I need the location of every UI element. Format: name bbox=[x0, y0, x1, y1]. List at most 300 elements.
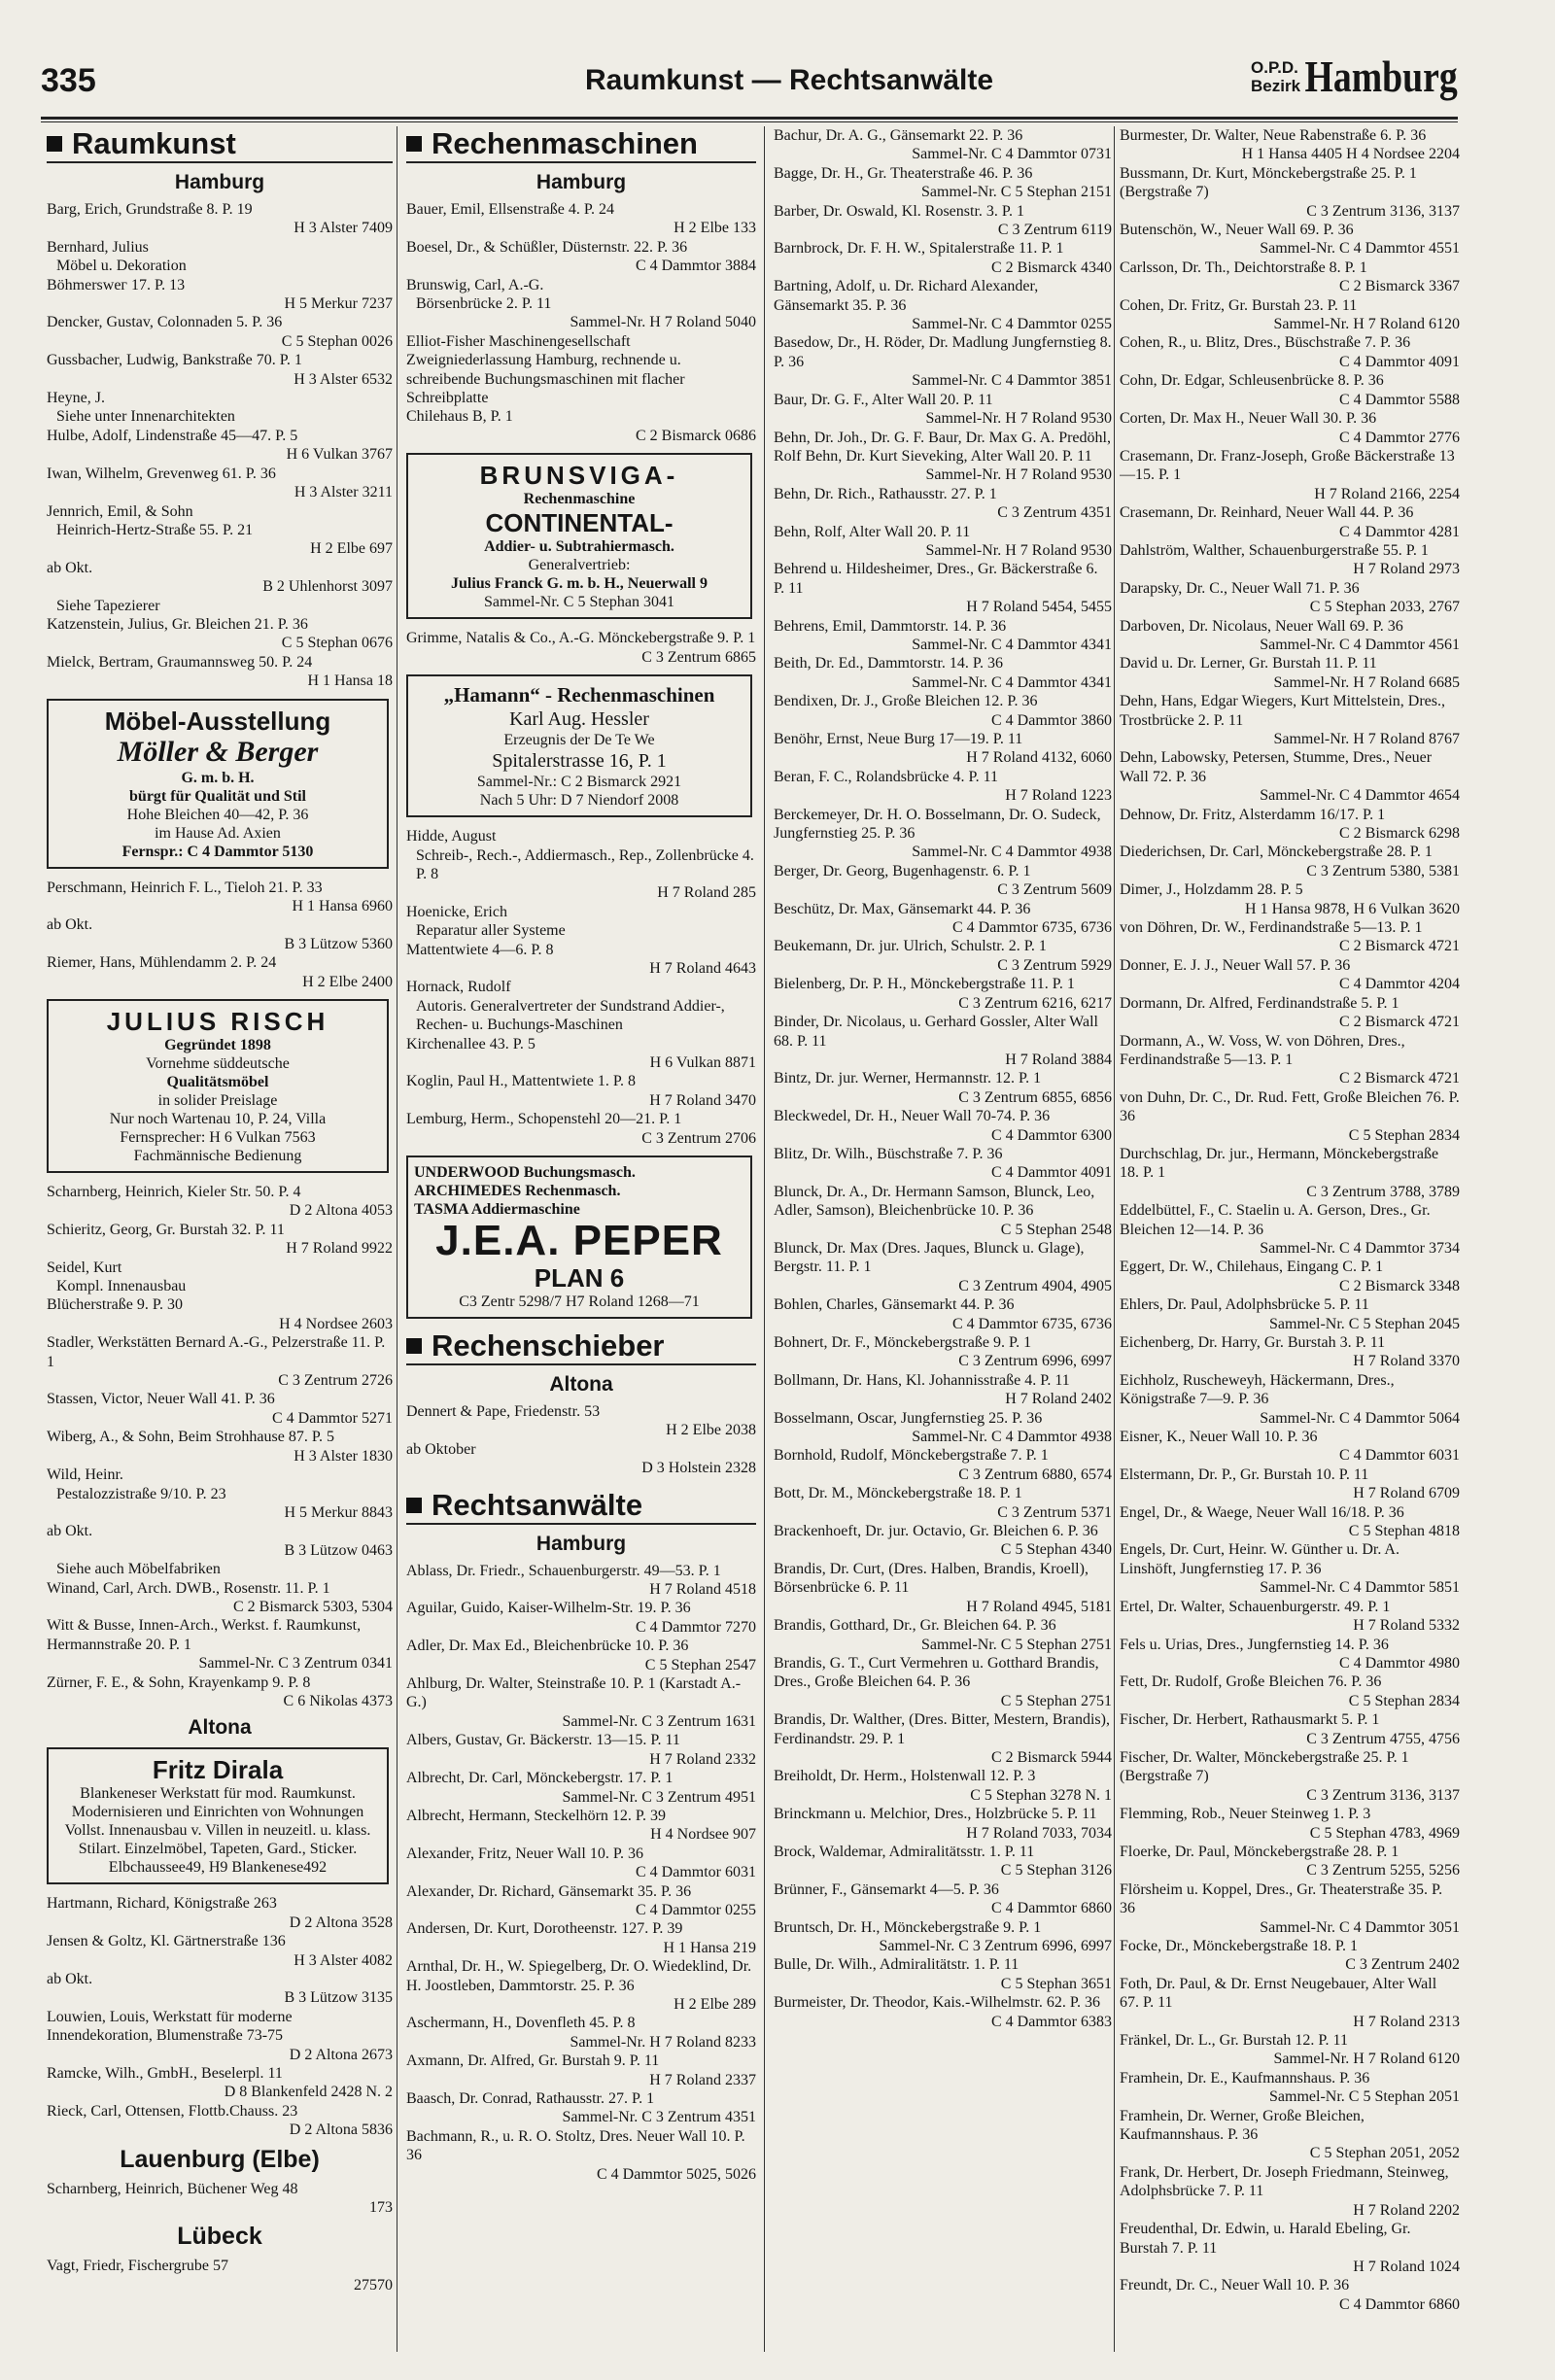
entry-name: Fränkel, Dr. L., Gr. Burstah 12. P. 11 bbox=[1120, 2032, 1348, 2050]
entry-name: Perschmann, Heinrich F. L., Tieloh 21. P. 33 bbox=[47, 879, 323, 896]
listing-entry bbox=[774, 202, 1112, 240]
entry-phone: H 7 Roland 5454, 5455 bbox=[966, 599, 1112, 616]
entry-phone: D 2 Altona 3528 bbox=[289, 1914, 393, 1931]
entry-phone: C 4 Dammtor 6031 bbox=[636, 1864, 756, 1881]
entry-name: Freudenthal, Dr. Edwin, u. Harald Ebeling, Gr. Burstah 7. P. 11 bbox=[1120, 2221, 1411, 2257]
entry-name: Ramcke, Wilh., GmbH., Beselerpl. 11 bbox=[47, 2065, 283, 2083]
entry-detail: Heinrich-Hertz-Straße 55. P. 21 bbox=[56, 521, 254, 538]
entry-phone: Sammel-Nr. C 5 Stephan 2051 bbox=[1269, 2088, 1460, 2106]
listing-entry bbox=[47, 351, 393, 389]
entry-name: Bohlen, Charles, Gänsemarkt 44. P. 36 bbox=[774, 1296, 1015, 1314]
ad-line: Spitalerstrasse 16, P. 1 bbox=[492, 750, 667, 773]
listing-entry bbox=[774, 806, 1112, 862]
listing-entry bbox=[1120, 692, 1460, 748]
listing-entry bbox=[406, 238, 756, 276]
ad-title: Fritz Dirala bbox=[152, 1755, 284, 1785]
ad-line: Nur noch Wartenau 10, P. 24, Villa bbox=[109, 1111, 327, 1127]
listing-entry bbox=[774, 862, 1112, 900]
entry-name: Axmann, Dr. Alfred, Gr. Burstah 9. P. 11 bbox=[406, 2052, 660, 2070]
ad-line: Sammel-Nr.: C 2 Bismarck 2921 bbox=[476, 774, 682, 791]
entry-phone: C 5 Stephan 2033, 2767 bbox=[1309, 599, 1460, 616]
listing-entry bbox=[1120, 1748, 1460, 1805]
advertisement-box bbox=[406, 674, 752, 817]
entry-name: Hornack, Rudolf bbox=[406, 979, 511, 996]
entry-phone: C 2 Bismarck 4721 bbox=[1339, 1070, 1460, 1087]
listing-entry bbox=[1120, 617, 1460, 655]
listing-entry bbox=[774, 1805, 1112, 1843]
entry-name: Dehn, Labowsky, Petersen, Stumme, Dres., Neuer Wall 72. P. 36 bbox=[1120, 749, 1433, 785]
entry-name: Elliot-Fisher Maschinengesellschaft Zweigniederlassung Hamburg, rechnende u. schreibende Buchungsmaschinen mit flacher Schreibplatte bbox=[406, 332, 685, 407]
entry-phone: B 3 Lützow 0463 bbox=[284, 1541, 393, 1559]
listing-entry bbox=[406, 2014, 756, 2052]
entry-phone: C 5 Stephan 0676 bbox=[281, 635, 393, 652]
entry-phone: H 6 Vulkan 8871 bbox=[649, 1053, 756, 1071]
listing-entry bbox=[774, 692, 1112, 730]
listing-entry bbox=[406, 1769, 756, 1807]
entry-phone: C 4 Dammtor 4281 bbox=[1339, 523, 1460, 540]
listing-entry bbox=[406, 276, 756, 314]
entry-name: Bleckwedel, Dr. H., Neuer Wall 70-74. P. 36 bbox=[774, 1108, 1051, 1125]
ad-line: Gegründet 1898 bbox=[164, 1037, 271, 1053]
entry-phone: C 4 Dammtor 2776 bbox=[1339, 429, 1460, 446]
entry-name: Vagt, Friedr, Fischergrube 57 bbox=[47, 2258, 229, 2275]
advertisement-box bbox=[47, 1747, 389, 1884]
entry-name: Dencker, Gustav, Colonnaden 5. P. 36 bbox=[47, 314, 283, 331]
listing-entry bbox=[774, 1522, 1112, 1560]
ad-firm: Möller & Berger bbox=[117, 735, 319, 768]
entry-phone: C 5 Stephan 4783, 4969 bbox=[1309, 1824, 1460, 1842]
entry-phone: B 3 Lützow 3135 bbox=[284, 1989, 393, 2007]
entry-name: Darboven, Dr. Nicolaus, Neuer Wall 69. P. 36 bbox=[1120, 617, 1403, 635]
entry-name: Floerke, Dr. Paul, Mönckebergstraße 28. P. 1 bbox=[1120, 1843, 1400, 1860]
listing-entry bbox=[774, 1654, 1112, 1710]
listing-entry bbox=[47, 559, 393, 597]
entry-list bbox=[406, 827, 756, 1148]
entry-name: Darapsky, Dr. C., Neuer Wall 71. P. 36 bbox=[1120, 579, 1360, 597]
entry-phone: C 3 Zentrum 6216, 6217 bbox=[958, 994, 1112, 1012]
entry-phone: C 4 Dammtor 6860 bbox=[1339, 2295, 1460, 2313]
entry-name: Dennert & Pape, Friedenstr. 53 bbox=[406, 1403, 601, 1420]
entry-phone: D 2 Altona 4053 bbox=[289, 1202, 393, 1220]
entry-phone: Sammel-Nr. C 3 Zentrum 6996, 6997 bbox=[879, 1938, 1112, 1954]
entry-name: Behn, Dr. Joh., Dr. G. F. Baur, Dr. Max G. A. Predöhl, Rolf Behn, Dr. Kurt Sieveking, Alter Wall 20. P. 11 bbox=[774, 429, 1111, 465]
entry-phone: C 3 Zentrum 6880, 6574 bbox=[958, 1466, 1112, 1483]
entry-name: Beukemann, Dr. jur. Ulrich, Schulstr. 2. P. 1 bbox=[774, 938, 1047, 955]
listing-entry bbox=[774, 1409, 1112, 1447]
entry-name: Baur, Dr. G. F., Alter Wall 20. P. 11 bbox=[774, 391, 993, 408]
entry-phone: 173 bbox=[369, 2199, 393, 2217]
listing-entry bbox=[774, 1616, 1112, 1654]
listing-entry bbox=[774, 1295, 1112, 1333]
listing-entry bbox=[1120, 880, 1460, 918]
entry-name: ab Okt. bbox=[47, 559, 93, 576]
entry-name: Behrend u. Hildesheimer, Dres., Gr. Bäckerstraße 6. P. 11 bbox=[774, 561, 1098, 597]
entry-phone: C 3 Zentrum 4755, 4756 bbox=[1306, 1730, 1460, 1747]
listing-entry bbox=[1120, 918, 1460, 956]
entry-phone: H 7 Roland 5332 bbox=[1353, 1617, 1460, 1635]
entry-phone: D 3 Holstein 2328 bbox=[641, 1460, 756, 1477]
entry-phone: Sammel-Nr. H 7 Roland 6120 bbox=[1273, 2051, 1460, 2068]
city-subheading: Hamburg bbox=[536, 171, 627, 193]
entry-name: Schieritz, Georg, Gr. Burstah 32. P. 11 bbox=[47, 1221, 285, 1238]
listing-entry bbox=[1120, 333, 1460, 371]
listing-entry bbox=[406, 1882, 756, 1920]
entry-name: Stadler, Werkstätten Bernard A.-G., Pelzerstraße 11. P. 1 bbox=[47, 1334, 386, 1370]
listing-entry bbox=[47, 200, 393, 238]
entry-name: Brandis, G. T., Curt Vermehren u. Gotthard Brandis, Dres., Große Bleichen 64. P. 36 bbox=[774, 1654, 1099, 1691]
district-label bbox=[1251, 58, 1300, 95]
listing-entry bbox=[774, 239, 1112, 277]
entry-phone: H 2 Elbe 697 bbox=[310, 540, 393, 558]
entry-phone: C 2 Bismarck 4340 bbox=[991, 259, 1112, 276]
entry-name: Bussmann, Dr. Kurt, Mönckebergstraße 25. P. 1 (Bergstraße 7) bbox=[1120, 164, 1417, 201]
entry-list bbox=[406, 1402, 756, 1478]
entry-name: Hidde, August bbox=[406, 828, 497, 845]
entry-phone: C 4 Dammtor 5025, 5026 bbox=[597, 2165, 756, 2183]
entry-name: Grimme, Natalis & Co., A.-G. Mönckebergstraße 9. P. 1 bbox=[406, 630, 756, 647]
entry-name: Behn, Dr. Rich., Rathausstr. 27. P. 1 bbox=[774, 485, 997, 502]
entry-name: Blitz, Dr. Wilh., Büschstraße 7. P. 36 bbox=[774, 1145, 1003, 1162]
page-header bbox=[41, 51, 1458, 115]
listing-entry bbox=[774, 975, 1112, 1013]
entry-name: Brandis, Dr. Walther, (Dres. Bitter, Mestern, Brandis), Ferdinandstr. 29. P. 1 bbox=[774, 1711, 1110, 1747]
listing-entry bbox=[47, 1970, 393, 2008]
entry-phone: D 2 Altona 5836 bbox=[289, 2121, 393, 2139]
entry-name: Aschermann, H., Dovenfleth 45. P. 8 bbox=[406, 2015, 636, 2032]
entry-phone: Sammel-Nr. C 4 Dammtor 4654 bbox=[1260, 787, 1460, 805]
listing-entry bbox=[47, 1673, 393, 1711]
listing-entry bbox=[406, 2052, 756, 2089]
entry-name: Hulbe, Adolf, Lindenstraße 45—47. P. 5 bbox=[47, 427, 298, 444]
entry-list bbox=[47, 2257, 393, 2294]
entry-detail: Siehe Tapezierer bbox=[56, 597, 160, 614]
listing-entry bbox=[1120, 1710, 1460, 1748]
listing-entry bbox=[1120, 221, 1460, 259]
entry-phone: D 2 Altona 2673 bbox=[289, 2046, 393, 2063]
entry-phone: H 7 Roland 3370 bbox=[1353, 1353, 1460, 1370]
entry-name: Eichenberg, Dr. Harry, Gr. Burstah 3. P. 11 bbox=[1120, 1334, 1386, 1351]
entry-name: Bagge, Dr. H., Gr. Theaterstraße 46. P. 36 bbox=[774, 164, 1033, 182]
entry-name: Beschütz, Dr. Max, Gänsemarkt 44. P. 36 bbox=[774, 900, 1031, 917]
listing-entry bbox=[47, 915, 393, 953]
header-rule-thin bbox=[41, 121, 1458, 122]
listing-entry bbox=[774, 1183, 1112, 1239]
entry-detail: Möbel u. Dekoration bbox=[56, 258, 187, 275]
listing-entry bbox=[1120, 164, 1460, 221]
listing-entry bbox=[47, 1579, 393, 1617]
entry-name: Burmeister, Dr. Theodor, Kais.-Wilhelmstr. 62. P. 36 bbox=[774, 1994, 1100, 2012]
listing-entry bbox=[47, 1560, 393, 1578]
listing-entry bbox=[774, 1013, 1112, 1069]
entry-phone: C 2 Bismarck 3367 bbox=[1339, 278, 1460, 295]
section-heading: Rechtsanwälte bbox=[406, 1488, 756, 1525]
listing-entry bbox=[406, 1440, 756, 1478]
listing-entry bbox=[406, 978, 756, 1034]
entry-name: Bachmann, R., u. R. O. Stoltz, Dres. Neuer Wall 10. P. 36 bbox=[406, 2127, 745, 2164]
entry-name: Stassen, Victor, Neuer Wall 41. P. 36 bbox=[47, 1391, 275, 1408]
entry-phone: C 3 Zentrum 5255, 5256 bbox=[1306, 1862, 1460, 1880]
listing-entry bbox=[1120, 1201, 1460, 1258]
listing-entry bbox=[774, 1333, 1112, 1371]
entry-phone: C 5 Stephan 3651 bbox=[1000, 1975, 1112, 1992]
listing-entry bbox=[47, 1616, 393, 1673]
ad-line: Rechenmaschine bbox=[523, 491, 636, 508]
listing-entry bbox=[774, 1107, 1112, 1145]
ad-line: Qualitätsmöbel bbox=[166, 1074, 269, 1090]
ad-line: Sammel-Nr. C 5 Stephan 3041 bbox=[484, 594, 674, 611]
listing-entry bbox=[47, 1466, 393, 1503]
entry-phone: Sammel-Nr. C 5 Stephan 2045 bbox=[1269, 1315, 1460, 1332]
entry-phone: C 3 Zentrum 2726 bbox=[278, 1372, 393, 1390]
listing-entry bbox=[47, 502, 393, 540]
listing-entry bbox=[1120, 371, 1460, 409]
entry-phone: C 3 Zentrum 5609 bbox=[997, 881, 1112, 899]
entry-phone: H 7 Roland 1223 bbox=[1005, 787, 1112, 805]
entry-name: von Duhn, Dr. C., Dr. Rud. Fett, Große Bleichen 76. P. 36 bbox=[1120, 1088, 1460, 1125]
listing-entry bbox=[47, 653, 393, 691]
entry-name: Scharnberg, Heinrich, Kieler Str. 50. P. 4 bbox=[47, 1184, 301, 1200]
entry-name: Gussbacher, Ludwig, Bankstraße 70. P. 1 bbox=[47, 352, 302, 369]
entry-name: Bohnert, Dr. F., Mönckebergstraße 9. P. 1 bbox=[774, 1334, 1032, 1351]
listing-entry bbox=[774, 429, 1112, 485]
listing-entry bbox=[1120, 503, 1460, 541]
entry-phone: Sammel-Nr. C 4 Dammtor 3734 bbox=[1260, 1239, 1460, 1257]
entry-phone: C 4 Dammtor 7270 bbox=[636, 1618, 756, 1636]
entry-name: Fischer, Dr. Herbert, Rathausmarkt 5. P. 1 bbox=[1120, 1711, 1380, 1729]
entry-phone: C 5 Stephan 2834 bbox=[1348, 1692, 1460, 1709]
entry-phone: Sammel-Nr. C 4 Dammtor 4561 bbox=[1260, 636, 1460, 653]
entry-list bbox=[406, 1562, 756, 2184]
entry-phone: C 3 Zentrum 6855, 6856 bbox=[958, 1088, 1112, 1106]
listing-entry bbox=[47, 1390, 393, 1428]
entry-phone: H 2 Elbe 2038 bbox=[666, 1422, 756, 1439]
entry-name: Chilehaus B, P. 1 bbox=[406, 408, 513, 426]
entry-phone: B 2 Uhlenhorst 3097 bbox=[262, 578, 393, 596]
entry-name: Seidel, Kurt bbox=[47, 1259, 122, 1276]
entry-name: Arnthal, Dr. H., W. Spiegelberg, Dr. O. Wiedeklind, Dr. H. Joostleben, Dammtorstr. 25. P. 36 bbox=[406, 1958, 752, 1994]
entry-name: Diederichsen, Dr. Carl, Mönckebergstraße 28. P. 1 bbox=[1120, 844, 1433, 861]
entry-name: Koglin, Paul H., Mattentwiete 1. P. 8 bbox=[406, 1073, 636, 1090]
city-subheading: Altona bbox=[549, 1373, 613, 1396]
entry-list bbox=[47, 200, 393, 691]
entry-phone: C 4 Dammtor 6031 bbox=[1339, 1447, 1460, 1465]
entry-name: Beith, Dr. Ed., Dammtorstr. 14. P. 36 bbox=[774, 655, 1003, 673]
listing-entry bbox=[1120, 2276, 1460, 2314]
section-bullet-icon bbox=[406, 1498, 422, 1513]
entry-phone: H 7 Roland 2313 bbox=[1353, 2013, 1460, 2030]
entry-list bbox=[406, 629, 756, 667]
advertisement-box bbox=[406, 453, 752, 619]
entry-phone: D 8 Blankenfeld 2428 N. 2 bbox=[224, 2084, 393, 2101]
listing-entry bbox=[47, 2008, 393, 2064]
entry-name: Bauer, Emil, Ellsenstraße 4. P. 24 bbox=[406, 201, 614, 218]
entry-phone: C 2 Bismarck 0686 bbox=[636, 427, 756, 444]
listing-entry bbox=[1120, 1032, 1460, 1088]
entry-phone: C 5 Stephan 2051, 2052 bbox=[1309, 2145, 1460, 2162]
ad-title: BRUNSVIGA- bbox=[479, 461, 679, 491]
entry-name: Hoenicke, Erich bbox=[406, 903, 507, 920]
entry-phone: H 7 Roland 4518 bbox=[649, 1581, 756, 1599]
listing-entry bbox=[406, 1110, 756, 1148]
listing-entry bbox=[47, 238, 393, 276]
entry-name: Crasemann, Dr. Reinhard, Neuer Wall 44. P. 36 bbox=[1120, 504, 1414, 522]
listing-entry bbox=[406, 2089, 756, 2127]
entry-phone: H 3 Alster 6532 bbox=[294, 370, 393, 388]
ad-line: in solider Preislage bbox=[157, 1092, 278, 1109]
column-4 bbox=[1120, 126, 1460, 2362]
entry-name: Zürner, F. E., & Sohn, Krayenkamp 9. P. 8 bbox=[47, 1673, 311, 1691]
section-bullet-icon bbox=[406, 1338, 422, 1354]
entry-phone: Sammel-Nr. C 4 Dammtor 4341 bbox=[912, 673, 1112, 691]
listing-entry bbox=[47, 427, 393, 465]
entry-name: Benöhr, Ernst, Neue Burg 17—19. P. 11 bbox=[774, 731, 1023, 747]
listing-entry bbox=[1120, 1333, 1460, 1371]
entry-phone: C 3 Zentrum 3788, 3789 bbox=[1306, 1183, 1460, 1200]
entry-name: Berger, Dr. Georg, Bugenhagenstr. 6. P. 1 bbox=[774, 862, 1031, 880]
entry-phone: C 2 Bismarck 3348 bbox=[1339, 1277, 1460, 1294]
city-subheading: Hamburg bbox=[174, 171, 265, 193]
entry-phone: C 3 Zentrum 3136, 3137 bbox=[1306, 1786, 1460, 1804]
entry-phone: Sammel-Nr. H 7 Roland 9530 bbox=[925, 410, 1112, 428]
entry-name: Fischer, Dr. Walter, Mönckebergstraße 25. P. 1 (Bergstraße 7) bbox=[1120, 1748, 1409, 1785]
entry-name: Engel, Dr., & Waege, Neuer Wall 16/18. P. 36 bbox=[1120, 1503, 1404, 1521]
entry-phone: H 3 Alster 4082 bbox=[294, 1951, 393, 1969]
listing-entry bbox=[774, 333, 1112, 390]
listing-entry bbox=[774, 126, 1112, 164]
listing-entry bbox=[47, 1259, 393, 1296]
listing-entry bbox=[406, 1845, 756, 1882]
listing-entry bbox=[774, 937, 1112, 975]
listing-entry bbox=[406, 1072, 756, 1110]
entry-phone: H 7 Roland 2402 bbox=[1005, 1391, 1112, 1408]
entry-phone: C 4 Dammtor 4204 bbox=[1339, 976, 1460, 993]
entry-phone: Sammel-Nr. H 7 Roland 8233 bbox=[570, 2033, 756, 2051]
entry-phone: H 1 Hansa 18 bbox=[307, 673, 393, 690]
listing-entry bbox=[774, 523, 1112, 561]
entry-phone: C 5 Stephan 4818 bbox=[1348, 1523, 1460, 1540]
listing-entry bbox=[1120, 654, 1460, 692]
entry-name: Andersen, Dr. Kurt, Dorotheenstr. 127. P. 39 bbox=[406, 1920, 683, 1938]
entry-detail: Siehe auch Möbelfabriken bbox=[56, 1561, 221, 1578]
entry-name: Fels u. Urias, Dres., Jungfernstieg 14. P. 36 bbox=[1120, 1636, 1389, 1653]
entry-phone: C 5 Stephan 2751 bbox=[1000, 1692, 1112, 1709]
entry-name: Wild, Heinr. bbox=[47, 1466, 123, 1484]
entry-name: Mattentwiete 4—6. P. 8 bbox=[406, 941, 554, 958]
entry-name: Flörsheim u. Koppel, Dres., Gr. Theaterstraße 35. P. 36 bbox=[1120, 1880, 1443, 1917]
entry-detail: Kompl. Innenausbau bbox=[56, 1278, 187, 1295]
listing-entry bbox=[1120, 409, 1460, 447]
column-3 bbox=[774, 126, 1112, 2362]
entry-name: Albrecht, Dr. Carl, Mönckebergstr. 17. P. 1 bbox=[406, 1770, 674, 1787]
listing-entry bbox=[1120, 994, 1460, 1032]
entry-name: Eggert, Dr. W., Chilehaus, Eingang C. P. 1 bbox=[1120, 1259, 1384, 1276]
entry-phone: H 1 Hansa 219 bbox=[663, 1939, 756, 1956]
entry-name: Framhein, Dr. E., Kaufmannshaus. P. 36 bbox=[1120, 2069, 1370, 2087]
entry-phone: C 4 Dammtor 6735, 6736 bbox=[952, 919, 1112, 937]
entry-phone: C 3 Zentrum 5380, 5381 bbox=[1306, 862, 1460, 880]
listing-entry bbox=[774, 485, 1112, 523]
entry-name: Brock, Waldemar, Admiralitätsstr. 1. P. 11 bbox=[774, 1843, 1035, 1860]
entry-phone: Sammel-Nr. C 4 Dammtor 5851 bbox=[1260, 1579, 1460, 1597]
entry-phone: Sammel-Nr. C 3 Zentrum 4351 bbox=[562, 2109, 756, 2126]
entry-name: Cohn, Dr. Edgar, Schleusenbrücke 8. P. 36 bbox=[1120, 372, 1384, 390]
entry-name: Beran, F. C., Rolandsbrücke 4. P. 11 bbox=[774, 768, 998, 785]
entry-phone: C 2 Bismarck 6298 bbox=[1339, 825, 1460, 843]
entry-name: Baasch, Dr. Conrad, Rathausstr. 27. P. 1 bbox=[406, 2090, 655, 2107]
entry-name: Burmester, Dr. Walter, Neue Rabenstraße 6. P. 36 bbox=[1120, 127, 1427, 144]
entry-phone: Sammel-Nr. C 4 Dammtor 0255 bbox=[912, 316, 1112, 333]
entry-phone: C 3 Zentrum 2402 bbox=[1345, 1956, 1460, 1974]
listing-entry bbox=[47, 1183, 393, 1221]
entry-name: Brunswig, Carl, A.-G. bbox=[406, 276, 544, 293]
entry-phone: Sammel-Nr. C 3 Zentrum 0341 bbox=[198, 1655, 393, 1673]
ad-line: Nach 5 Uhr: D 7 Niendorf 2008 bbox=[479, 792, 679, 810]
entry-list bbox=[47, 879, 393, 991]
ad-line: Elbchaussee49, H9 Blankenese492 bbox=[108, 1859, 328, 1877]
entry-name: Bendixen, Dr. J., Große Bleichen 12. P. 36 bbox=[774, 693, 1038, 710]
entry-phone: Sammel-Nr. H 7 Roland 6120 bbox=[1273, 316, 1460, 333]
listing-entry bbox=[774, 768, 1112, 806]
entry-phone: 27570 bbox=[354, 2276, 393, 2294]
entry-name: ab Okt. bbox=[47, 1523, 93, 1540]
entry-phone: C 2 Bismarck 5303, 5304 bbox=[233, 1598, 393, 1615]
entry-name: Jennrich, Emil, & Sohn bbox=[47, 502, 193, 520]
section-bullet-icon bbox=[47, 136, 62, 152]
entry-phone: H 3 Alster 7409 bbox=[294, 220, 393, 237]
entry-name: Iwan, Wilhelm, Grevenweg 61. P. 36 bbox=[47, 465, 276, 482]
entry-phone: H 7 Roland 2202 bbox=[1353, 2201, 1460, 2219]
entry-name: von Döhren, Dr. W., Ferdinandstraße 5—13. P. 1 bbox=[1120, 919, 1423, 937]
listing-entry bbox=[1120, 1937, 1460, 1975]
entry-phone: H 1 Hansa 4405 H 4 Nordsee 2204 bbox=[1241, 146, 1460, 163]
entry-name: Bornhold, Rudolf, Mönckebergstraße 7. P. 1 bbox=[774, 1447, 1049, 1465]
entry-name: Butenschön, W., Neuer Wall 69. P. 36 bbox=[1120, 222, 1354, 239]
entry-phone: C 4 Dammtor 3860 bbox=[991, 711, 1112, 729]
column-divider bbox=[1114, 126, 1115, 2352]
listing-entry bbox=[774, 1880, 1112, 1918]
entry-phone: H 7 Roland 7033, 7034 bbox=[966, 1824, 1112, 1842]
page-number: 335 bbox=[41, 62, 96, 99]
entry-phone: Sammel-Nr. C 3 Zentrum 4951 bbox=[562, 1788, 756, 1806]
ad-title: J.E.A. PEPER bbox=[435, 1217, 723, 1264]
listing-entry bbox=[1120, 956, 1460, 994]
listing-entry bbox=[406, 1035, 756, 1073]
ad-line: im Hause Ad. Axien bbox=[155, 824, 281, 842]
ad-line: Karl Aug. Hessler bbox=[509, 708, 649, 731]
entry-phone: H 4 Nordsee 907 bbox=[650, 1826, 756, 1844]
entry-phone: C 4 Dammtor 4980 bbox=[1339, 1654, 1460, 1672]
listing-entry bbox=[774, 1560, 1112, 1616]
entry-name: Binder, Dr. Nicolaus, u. Gerhard Gossler, Alter Wall 68. P. 11 bbox=[774, 1014, 1098, 1050]
entry-phone: C 4 Dammtor 4091 bbox=[991, 1164, 1112, 1182]
entry-name: Eichholz, Ruscheweyh, Häckermann, Dres., Königstraße 7—9. P. 36 bbox=[1120, 1371, 1395, 1408]
listing-entry bbox=[47, 276, 393, 314]
entry-phone: Sammel-Nr. C 4 Dammtor 4938 bbox=[912, 1429, 1112, 1446]
listing-entry bbox=[47, 313, 393, 351]
entry-name: Blunck, Dr. Max (Dres. Jaques, Blunck u. Glage), Bergstr. 11. P. 1 bbox=[774, 1239, 1085, 1276]
entry-name: Albrecht, Hermann, Steckelhörn 12. P. 39 bbox=[406, 1807, 667, 1824]
city-name: Hamburg bbox=[1304, 52, 1458, 101]
ad-line: Erzeugnis der De Te We bbox=[503, 732, 655, 749]
city-subheading: Hamburg bbox=[536, 1532, 627, 1555]
entry-name: Elstermann, Dr. P., Gr. Burstah 10. P. 11 bbox=[1120, 1466, 1369, 1483]
advertisement-box bbox=[47, 699, 389, 869]
entry-name: Scharnberg, Heinrich, Büchener Weg 48 bbox=[47, 2180, 298, 2197]
section-bullet-icon bbox=[406, 136, 422, 152]
listing-entry bbox=[774, 1239, 1112, 1295]
listing-entry bbox=[1120, 447, 1460, 503]
listing-entry bbox=[774, 277, 1112, 333]
